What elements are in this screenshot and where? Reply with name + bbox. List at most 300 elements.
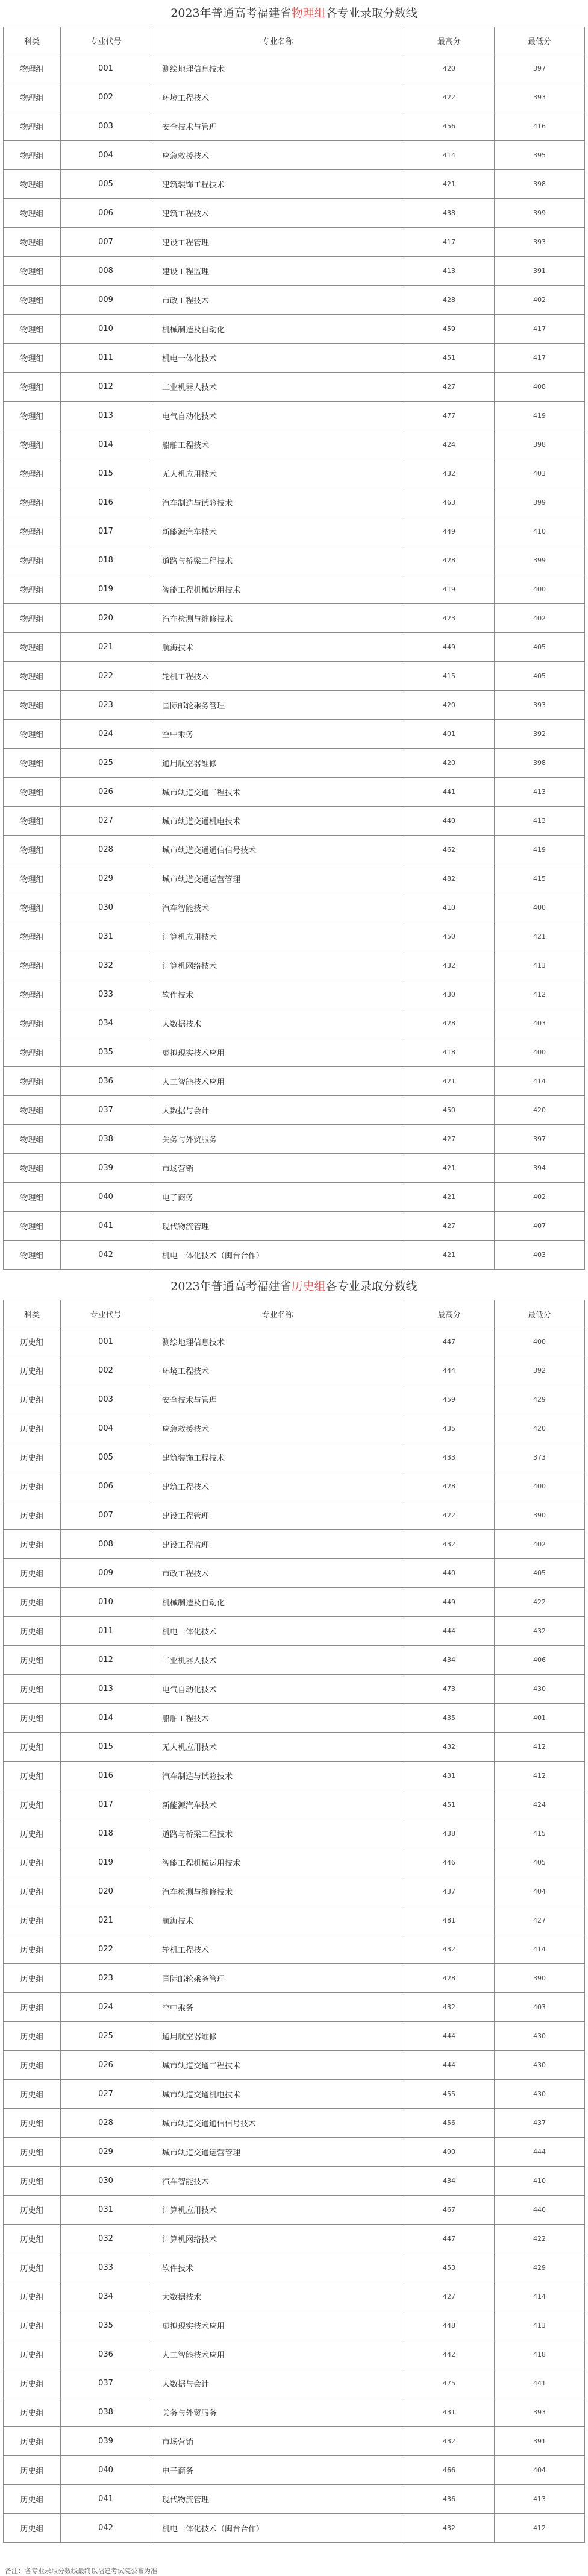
max-score-cell: 422 bbox=[404, 1501, 495, 1530]
max-score-cell: 440 bbox=[404, 807, 495, 836]
min-score-cell: 437 bbox=[495, 2109, 585, 2138]
major-name-cell: 机电一体化技术（闽台合作） bbox=[151, 2514, 404, 2543]
category-cell: 历史组 bbox=[4, 2109, 61, 2138]
major-name-cell: 大数据技术 bbox=[151, 1009, 404, 1038]
max-score-cell: 419 bbox=[404, 575, 495, 604]
table-row bbox=[4, 1472, 585, 1501]
min-score-cell: 405 bbox=[495, 1848, 585, 1877]
min-score-cell: 416 bbox=[495, 112, 585, 141]
min-score-cell: 400 bbox=[495, 1472, 585, 1501]
max-score-cell: 459 bbox=[404, 1385, 495, 1414]
header-min-score: 最低分 bbox=[495, 27, 585, 54]
table-row bbox=[4, 199, 585, 228]
table-row bbox=[4, 720, 585, 749]
max-score-cell: 428 bbox=[404, 1009, 495, 1038]
table-row bbox=[4, 807, 585, 836]
code-cell: 011 bbox=[61, 344, 151, 373]
table-row bbox=[4, 2022, 585, 2051]
table-row bbox=[4, 459, 585, 488]
major-name-cell: 空中乘务 bbox=[151, 720, 404, 749]
major-name-cell: 机械制造及自动化 bbox=[151, 1588, 404, 1617]
table-row bbox=[4, 864, 585, 893]
code-cell: 020 bbox=[61, 604, 151, 633]
max-score-cell: 459 bbox=[404, 315, 495, 344]
table-row bbox=[4, 1559, 585, 1588]
min-score-cell: 398 bbox=[495, 430, 585, 459]
major-name-cell: 测绘地理信息技术 bbox=[151, 54, 404, 83]
max-score-cell: 467 bbox=[404, 2196, 495, 2225]
max-score-cell: 420 bbox=[404, 691, 495, 720]
table-row bbox=[4, 1530, 585, 1559]
code-cell: 040 bbox=[61, 2456, 151, 2485]
major-name-cell: 无人机应用技术 bbox=[151, 1733, 404, 1762]
category-cell: 物理组 bbox=[4, 546, 61, 575]
major-name-cell: 大数据技术 bbox=[151, 2282, 404, 2311]
code-cell: 040 bbox=[61, 1183, 151, 1212]
code-cell: 037 bbox=[61, 2369, 151, 2398]
max-score-cell: 410 bbox=[404, 893, 495, 922]
major-name-cell: 通用航空器维修 bbox=[151, 749, 404, 778]
major-name-cell: 虚拟现实技术应用 bbox=[151, 1038, 404, 1067]
category-cell: 物理组 bbox=[4, 141, 61, 170]
code-cell: 018 bbox=[61, 546, 151, 575]
table-row bbox=[4, 2282, 585, 2311]
header-category: 科类 bbox=[4, 1300, 61, 1327]
category-cell: 物理组 bbox=[4, 922, 61, 951]
category-cell: 历史组 bbox=[4, 1906, 61, 1935]
category-cell: 历史组 bbox=[4, 2456, 61, 2485]
min-score-cell: 429 bbox=[495, 2253, 585, 2282]
major-name-cell: 市政工程技术 bbox=[151, 1559, 404, 1588]
category-cell: 物理组 bbox=[4, 893, 61, 922]
table-row bbox=[4, 315, 585, 344]
min-score-cell: 405 bbox=[495, 662, 585, 691]
table2 bbox=[3, 1300, 585, 2543]
min-score-cell: 415 bbox=[495, 1819, 585, 1848]
max-score-cell: 440 bbox=[404, 1559, 495, 1588]
table-row bbox=[4, 430, 585, 459]
max-score-cell: 449 bbox=[404, 1588, 495, 1617]
category-cell: 历史组 bbox=[4, 2311, 61, 2340]
min-score-cell: 410 bbox=[495, 517, 585, 546]
category-cell: 物理组 bbox=[4, 575, 61, 604]
category-cell: 历史组 bbox=[4, 1559, 61, 1588]
major-name-cell: 人工智能技术应用 bbox=[151, 2340, 404, 2369]
table-row bbox=[4, 2167, 585, 2196]
code-cell: 036 bbox=[61, 1067, 151, 1096]
category-cell: 物理组 bbox=[4, 1241, 61, 1270]
min-score-cell: 413 bbox=[495, 951, 585, 980]
table-row bbox=[4, 1733, 585, 1762]
major-name-cell: 应急救援技术 bbox=[151, 1414, 404, 1443]
category-cell: 物理组 bbox=[4, 778, 61, 807]
code-cell: 010 bbox=[61, 1588, 151, 1617]
code-cell: 028 bbox=[61, 836, 151, 864]
min-score-cell: 430 bbox=[495, 1675, 585, 1704]
min-score-cell: 399 bbox=[495, 488, 585, 517]
min-score-cell: 404 bbox=[495, 2456, 585, 2485]
category-cell: 物理组 bbox=[4, 170, 61, 199]
major-name-cell: 计算机网络技术 bbox=[151, 951, 404, 980]
code-cell: 007 bbox=[61, 228, 151, 257]
max-score-cell: 427 bbox=[404, 2282, 495, 2311]
max-score-cell: 451 bbox=[404, 344, 495, 373]
major-name-cell: 建筑工程技术 bbox=[151, 199, 404, 228]
major-name-cell: 航海技术 bbox=[151, 633, 404, 662]
min-score-cell: 444 bbox=[495, 2138, 585, 2167]
code-cell: 029 bbox=[61, 864, 151, 893]
code-cell: 023 bbox=[61, 691, 151, 720]
major-name-cell: 汽车制造与试验技术 bbox=[151, 1762, 404, 1790]
code-cell: 039 bbox=[61, 2427, 151, 2456]
min-score-cell: 412 bbox=[495, 1762, 585, 1790]
major-name-cell: 城市轨道交通机电技术 bbox=[151, 2080, 404, 2109]
max-score-cell: 438 bbox=[404, 1819, 495, 1848]
table-row bbox=[4, 2051, 585, 2080]
min-score-cell: 397 bbox=[495, 1125, 585, 1154]
code-cell: 013 bbox=[61, 1675, 151, 1704]
header-category: 科类 bbox=[4, 27, 61, 54]
max-score-cell: 427 bbox=[404, 1212, 495, 1241]
code-cell: 041 bbox=[61, 1212, 151, 1241]
major-name-cell: 智能工程机械运用技术 bbox=[151, 1848, 404, 1877]
table-row bbox=[4, 2225, 585, 2253]
min-score-cell: 398 bbox=[495, 170, 585, 199]
code-cell: 003 bbox=[61, 112, 151, 141]
max-score-cell: 432 bbox=[404, 459, 495, 488]
code-cell: 002 bbox=[61, 83, 151, 112]
category-cell: 历史组 bbox=[4, 1877, 61, 1906]
max-score-cell: 451 bbox=[404, 1790, 495, 1819]
code-cell: 026 bbox=[61, 778, 151, 807]
major-name-cell: 软件技术 bbox=[151, 2253, 404, 2282]
code-cell: 032 bbox=[61, 951, 151, 980]
max-score-cell: 432 bbox=[404, 2514, 495, 2543]
major-name-cell: 建筑装饰工程技术 bbox=[151, 170, 404, 199]
major-name-cell: 工业机器人技术 bbox=[151, 1646, 404, 1675]
table-row bbox=[4, 2080, 585, 2109]
table2-header-row bbox=[4, 1300, 585, 1327]
major-name-cell: 安全技术与管理 bbox=[151, 112, 404, 141]
category-cell: 历史组 bbox=[4, 1588, 61, 1617]
major-name-cell: 计算机应用技术 bbox=[151, 2196, 404, 2225]
major-name-cell: 无人机应用技术 bbox=[151, 459, 404, 488]
min-score-cell: 403 bbox=[495, 459, 585, 488]
major-name-cell: 现代物流管理 bbox=[151, 2485, 404, 2514]
code-cell: 015 bbox=[61, 459, 151, 488]
table-row bbox=[4, 546, 585, 575]
major-name-cell: 环境工程技术 bbox=[151, 83, 404, 112]
max-score-cell: 432 bbox=[404, 2427, 495, 2456]
max-score-cell: 428 bbox=[404, 546, 495, 575]
table-row bbox=[4, 1675, 585, 1704]
category-cell: 历史组 bbox=[4, 2080, 61, 2109]
min-score-cell: 412 bbox=[495, 980, 585, 1009]
min-score-cell: 402 bbox=[495, 1183, 585, 1212]
major-name-cell: 轮机工程技术 bbox=[151, 1935, 404, 1964]
table-row bbox=[4, 2196, 585, 2225]
code-cell: 030 bbox=[61, 2167, 151, 2196]
code-cell: 033 bbox=[61, 980, 151, 1009]
min-score-cell: 402 bbox=[495, 286, 585, 315]
table-row bbox=[4, 1414, 585, 1443]
major-name-cell: 汽车制造与试验技术 bbox=[151, 488, 404, 517]
max-score-cell: 463 bbox=[404, 488, 495, 517]
code-cell: 035 bbox=[61, 1038, 151, 1067]
category-cell: 历史组 bbox=[4, 2253, 61, 2282]
major-name-cell: 计算机网络技术 bbox=[151, 2225, 404, 2253]
code-cell: 014 bbox=[61, 1704, 151, 1733]
table2-title bbox=[0, 1273, 588, 1300]
major-name-cell: 航海技术 bbox=[151, 1906, 404, 1935]
max-score-cell: 490 bbox=[404, 2138, 495, 2167]
category-cell: 物理组 bbox=[4, 807, 61, 836]
max-score-cell: 417 bbox=[404, 228, 495, 257]
table2-title-prefix: 2023年普通高考福建省 bbox=[170, 1280, 292, 1293]
header-major-name: 专业名称 bbox=[151, 1300, 404, 1327]
min-score-cell: 400 bbox=[495, 893, 585, 922]
min-score-cell: 415 bbox=[495, 864, 585, 893]
max-score-cell: 430 bbox=[404, 980, 495, 1009]
code-cell: 037 bbox=[61, 1096, 151, 1125]
category-cell: 物理组 bbox=[4, 1096, 61, 1125]
min-score-cell: 412 bbox=[495, 2514, 585, 2543]
min-score-cell: 393 bbox=[495, 228, 585, 257]
major-name-cell: 测绘地理信息技术 bbox=[151, 1327, 404, 1356]
code-cell: 001 bbox=[61, 1327, 151, 1356]
max-score-cell: 428 bbox=[404, 286, 495, 315]
table-row bbox=[4, 1096, 585, 1125]
category-cell: 物理组 bbox=[4, 257, 61, 286]
category-cell: 历史组 bbox=[4, 1530, 61, 1559]
max-score-cell: 431 bbox=[404, 1762, 495, 1790]
category-cell: 历史组 bbox=[4, 1617, 61, 1646]
code-cell: 035 bbox=[61, 2311, 151, 2340]
max-score-cell: 447 bbox=[404, 1327, 495, 1356]
header-code: 专业代号 bbox=[61, 1300, 151, 1327]
min-score-cell: 408 bbox=[495, 373, 585, 402]
major-name-cell: 新能源汽车技术 bbox=[151, 517, 404, 546]
table-row bbox=[4, 1009, 585, 1038]
table1-body bbox=[4, 54, 585, 1270]
category-cell: 物理组 bbox=[4, 430, 61, 459]
major-name-cell: 城市轨道交通工程技术 bbox=[151, 2051, 404, 2080]
max-score-cell: 438 bbox=[404, 199, 495, 228]
major-name-cell: 市政工程技术 bbox=[151, 286, 404, 315]
category-cell: 物理组 bbox=[4, 373, 61, 402]
table-row bbox=[4, 1588, 585, 1617]
category-cell: 历史组 bbox=[4, 1675, 61, 1704]
major-name-cell: 应急救援技术 bbox=[151, 141, 404, 170]
max-score-cell: 401 bbox=[404, 720, 495, 749]
major-name-cell: 计算机应用技术 bbox=[151, 922, 404, 951]
max-score-cell: 424 bbox=[404, 430, 495, 459]
max-score-cell: 444 bbox=[404, 1356, 495, 1385]
category-cell: 物理组 bbox=[4, 199, 61, 228]
table-row bbox=[4, 951, 585, 980]
table-row bbox=[4, 257, 585, 286]
category-cell: 历史组 bbox=[4, 1327, 61, 1356]
header-code: 专业代号 bbox=[61, 27, 151, 54]
table-row bbox=[4, 1848, 585, 1877]
min-score-cell: 414 bbox=[495, 1067, 585, 1096]
category-cell: 历史组 bbox=[4, 2340, 61, 2369]
category-cell: 历史组 bbox=[4, 1356, 61, 1385]
code-cell: 012 bbox=[61, 1646, 151, 1675]
max-score-cell: 455 bbox=[404, 2080, 495, 2109]
min-score-cell: 373 bbox=[495, 1443, 585, 1472]
header-min-score: 最低分 bbox=[495, 1300, 585, 1327]
category-cell: 物理组 bbox=[4, 691, 61, 720]
table-row bbox=[4, 1067, 585, 1096]
min-score-cell: 405 bbox=[495, 1559, 585, 1588]
code-cell: 010 bbox=[61, 315, 151, 344]
category-cell: 历史组 bbox=[4, 2398, 61, 2427]
min-score-cell: 422 bbox=[495, 2225, 585, 2253]
major-name-cell: 机电一体化技术 bbox=[151, 344, 404, 373]
footer-note: 备注：各专业录取分数线最终以福建考试院公布为准 bbox=[5, 2567, 157, 2575]
min-score-cell: 413 bbox=[495, 807, 585, 836]
major-name-cell: 软件技术 bbox=[151, 980, 404, 1009]
code-cell: 038 bbox=[61, 2398, 151, 2427]
category-cell: 历史组 bbox=[4, 1443, 61, 1472]
category-cell: 物理组 bbox=[4, 344, 61, 373]
major-name-cell: 电子商务 bbox=[151, 2456, 404, 2485]
category-cell: 历史组 bbox=[4, 1501, 61, 1530]
category-cell: 历史组 bbox=[4, 1993, 61, 2022]
table-row bbox=[4, 836, 585, 864]
min-score-cell: 414 bbox=[495, 2282, 585, 2311]
min-score-cell: 427 bbox=[495, 1906, 585, 1935]
code-cell: 011 bbox=[61, 1617, 151, 1646]
min-score-cell: 404 bbox=[495, 1877, 585, 1906]
table2-title-suffix: 各专业录取分数线 bbox=[325, 1280, 418, 1293]
table-row bbox=[4, 228, 585, 257]
category-cell: 物理组 bbox=[4, 951, 61, 980]
max-score-cell: 431 bbox=[404, 2398, 495, 2427]
table1-title bbox=[0, 0, 588, 27]
category-cell: 物理组 bbox=[4, 864, 61, 893]
min-score-cell: 390 bbox=[495, 1964, 585, 1993]
table-row bbox=[4, 1443, 585, 1472]
table-row bbox=[4, 1154, 585, 1183]
code-cell: 022 bbox=[61, 1935, 151, 1964]
major-name-cell: 关务与外贸服务 bbox=[151, 1125, 404, 1154]
code-cell: 030 bbox=[61, 893, 151, 922]
max-score-cell: 450 bbox=[404, 922, 495, 951]
code-cell: 031 bbox=[61, 922, 151, 951]
category-cell: 历史组 bbox=[4, 1414, 61, 1443]
min-score-cell: 393 bbox=[495, 2398, 585, 2427]
table-row bbox=[4, 1790, 585, 1819]
category-cell: 物理组 bbox=[4, 1183, 61, 1212]
category-cell: 物理组 bbox=[4, 980, 61, 1009]
major-name-cell: 人工智能技术应用 bbox=[151, 1067, 404, 1096]
max-score-cell: 447 bbox=[404, 2225, 495, 2253]
min-score-cell: 413 bbox=[495, 2311, 585, 2340]
table-row bbox=[4, 1385, 585, 1414]
code-cell: 016 bbox=[61, 1762, 151, 1790]
table-row bbox=[4, 1125, 585, 1154]
major-name-cell: 市场营销 bbox=[151, 1154, 404, 1183]
table-row bbox=[4, 83, 585, 112]
code-cell: 004 bbox=[61, 1414, 151, 1443]
table-row bbox=[4, 893, 585, 922]
min-score-cell: 440 bbox=[495, 2196, 585, 2225]
table-row bbox=[4, 1327, 585, 1356]
max-score-cell: 413 bbox=[404, 257, 495, 286]
min-score-cell: 392 bbox=[495, 720, 585, 749]
code-cell: 004 bbox=[61, 141, 151, 170]
major-name-cell: 城市轨道交通机电技术 bbox=[151, 807, 404, 836]
min-score-cell: 414 bbox=[495, 1935, 585, 1964]
table-row bbox=[4, 2485, 585, 2514]
table-row bbox=[4, 2311, 585, 2340]
table-row bbox=[4, 1617, 585, 1646]
code-cell: 024 bbox=[61, 720, 151, 749]
category-cell: 物理组 bbox=[4, 1154, 61, 1183]
code-cell: 017 bbox=[61, 1790, 151, 1819]
min-score-cell: 405 bbox=[495, 633, 585, 662]
table-row bbox=[4, 1993, 585, 2022]
code-cell: 028 bbox=[61, 2109, 151, 2138]
major-name-cell: 城市轨道交通通信信号技术 bbox=[151, 836, 404, 864]
max-score-cell: 446 bbox=[404, 1848, 495, 1877]
major-name-cell: 建设工程管理 bbox=[151, 1501, 404, 1530]
table-row bbox=[4, 2369, 585, 2398]
max-score-cell: 421 bbox=[404, 1154, 495, 1183]
min-score-cell: 401 bbox=[495, 1704, 585, 1733]
max-score-cell: 422 bbox=[404, 83, 495, 112]
table-row bbox=[4, 2398, 585, 2427]
category-cell: 历史组 bbox=[4, 2225, 61, 2253]
table-row bbox=[4, 2109, 585, 2138]
max-score-cell: 449 bbox=[404, 633, 495, 662]
major-name-cell: 船舶工程技术 bbox=[151, 1704, 404, 1733]
category-cell: 物理组 bbox=[4, 1009, 61, 1038]
category-cell: 物理组 bbox=[4, 749, 61, 778]
table-row bbox=[4, 488, 585, 517]
code-cell: 013 bbox=[61, 402, 151, 430]
min-score-cell: 441 bbox=[495, 2369, 585, 2398]
category-cell: 物理组 bbox=[4, 1212, 61, 1241]
header-major-name: 专业名称 bbox=[151, 27, 404, 54]
category-cell: 物理组 bbox=[4, 315, 61, 344]
category-cell: 物理组 bbox=[4, 54, 61, 83]
major-name-cell: 电气自动化技术 bbox=[151, 402, 404, 430]
category-cell: 历史组 bbox=[4, 2051, 61, 2080]
max-score-cell: 432 bbox=[404, 1935, 495, 1964]
max-score-cell: 462 bbox=[404, 836, 495, 864]
category-cell: 物理组 bbox=[4, 228, 61, 257]
code-cell: 023 bbox=[61, 1964, 151, 1993]
max-score-cell: 453 bbox=[404, 2253, 495, 2282]
max-score-cell: 432 bbox=[404, 1530, 495, 1559]
table-row bbox=[4, 1356, 585, 1385]
code-cell: 041 bbox=[61, 2485, 151, 2514]
max-score-cell: 466 bbox=[404, 2456, 495, 2485]
max-score-cell: 441 bbox=[404, 778, 495, 807]
major-name-cell: 船舶工程技术 bbox=[151, 430, 404, 459]
table-row bbox=[4, 691, 585, 720]
major-name-cell: 汽车智能技术 bbox=[151, 2167, 404, 2196]
major-name-cell: 城市轨道交通通信信号技术 bbox=[151, 2109, 404, 2138]
min-score-cell: 419 bbox=[495, 402, 585, 430]
max-score-cell: 473 bbox=[404, 1675, 495, 1704]
category-cell: 历史组 bbox=[4, 1472, 61, 1501]
table-row bbox=[4, 141, 585, 170]
code-cell: 022 bbox=[61, 662, 151, 691]
